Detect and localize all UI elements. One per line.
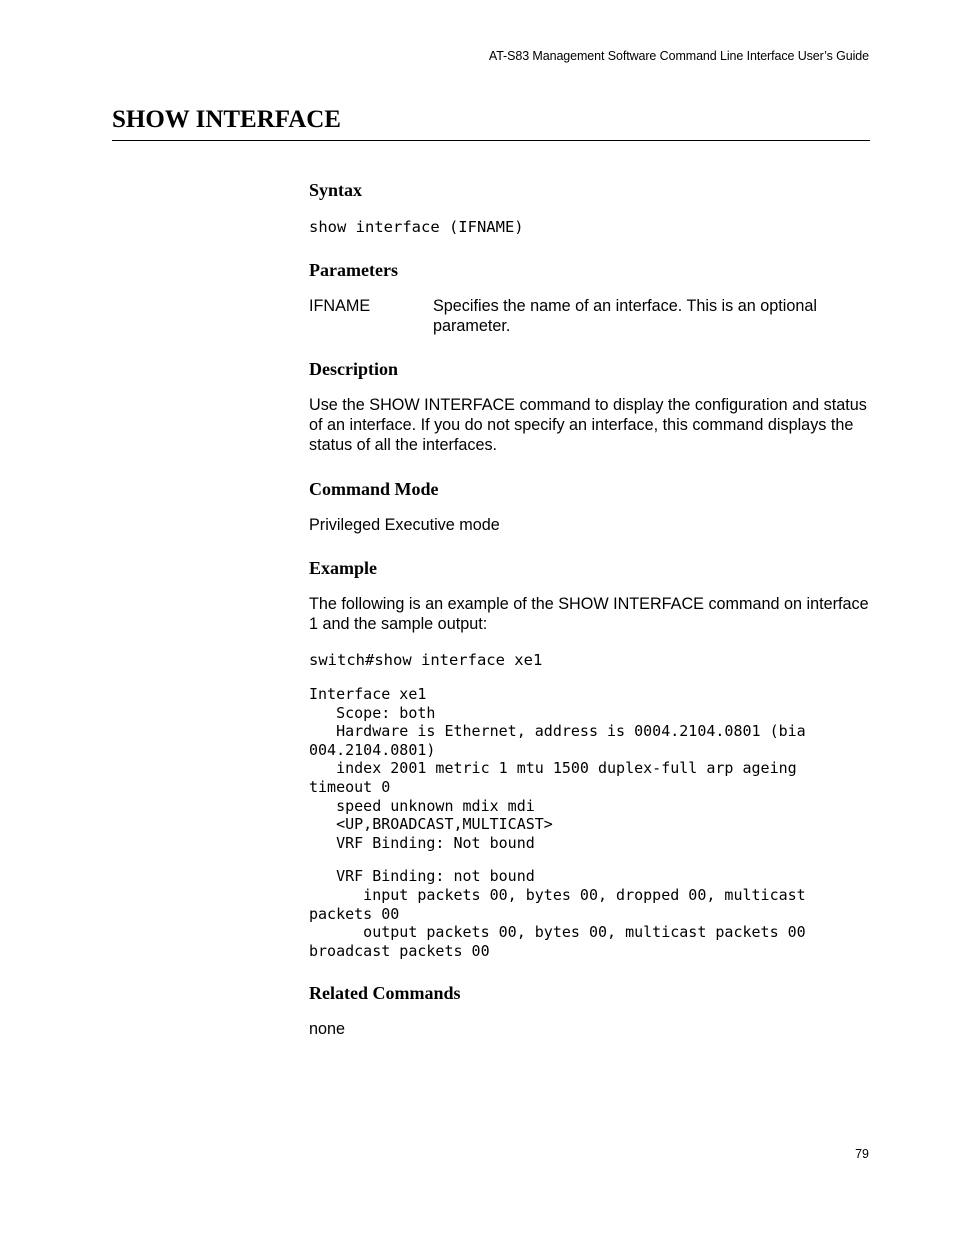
parameters-heading: Parameters: [309, 260, 398, 280]
example-intro: The following is an example of the SHOW INTERFACE command on interface 1 and the sample output:: [309, 595, 869, 633]
parameter-description: Specifies the name of an interface. This is an optional parameter.: [433, 297, 817, 335]
title-rule: [112, 140, 870, 141]
description-text: Use the SHOW INTERFACE command to display the configuration and status of an interface. If you do not specify an interface, this command displays the status of all the interfaces.: [309, 396, 867, 454]
content: [309, 178, 870, 1039]
example-heading: Example: [309, 558, 378, 578]
description-heading: Description: [309, 359, 398, 379]
command-mode-text: Privileged Executive mode: [309, 516, 500, 534]
related-commands-heading: Related Commands: [309, 983, 461, 1004]
related-commands-text: none: [309, 1020, 346, 1039]
parameter-row: [309, 296, 870, 336]
example-command: switch#show interface xe1: [309, 651, 543, 669]
parameter-name: IFNAME: [309, 297, 371, 315]
syntax-command: show interface (IFNAME): [309, 218, 524, 236]
syntax-heading: Syntax: [309, 180, 363, 200]
running-header: AT-S83 Management Software Command Line Interface User’s Guide: [488, 49, 869, 63]
page-title: SHOW INTERFACE: [112, 106, 341, 133]
example-output-continued: VRF Binding: not bound input packets 00, bytes 00, dropped 00, multicast packets 00 output packets 00, bytes 00, multicast packets 00 broadcast packets 00: [309, 867, 806, 960]
command-mode-heading: Command Mode: [309, 479, 439, 499]
page-number: 79: [855, 1147, 869, 1161]
example-output: Interface xe1 Scope: both Hardware is Ethernet, address is 0004.2104.0801 (bia 004.2104.0801) index 2001 metric 1 mtu 1500 duplex-full arp ageing timeout 0 speed unknown mdix mdi <UP,BROADCAST,MULTICAST> VRF Binding: Not bound: [309, 685, 806, 852]
